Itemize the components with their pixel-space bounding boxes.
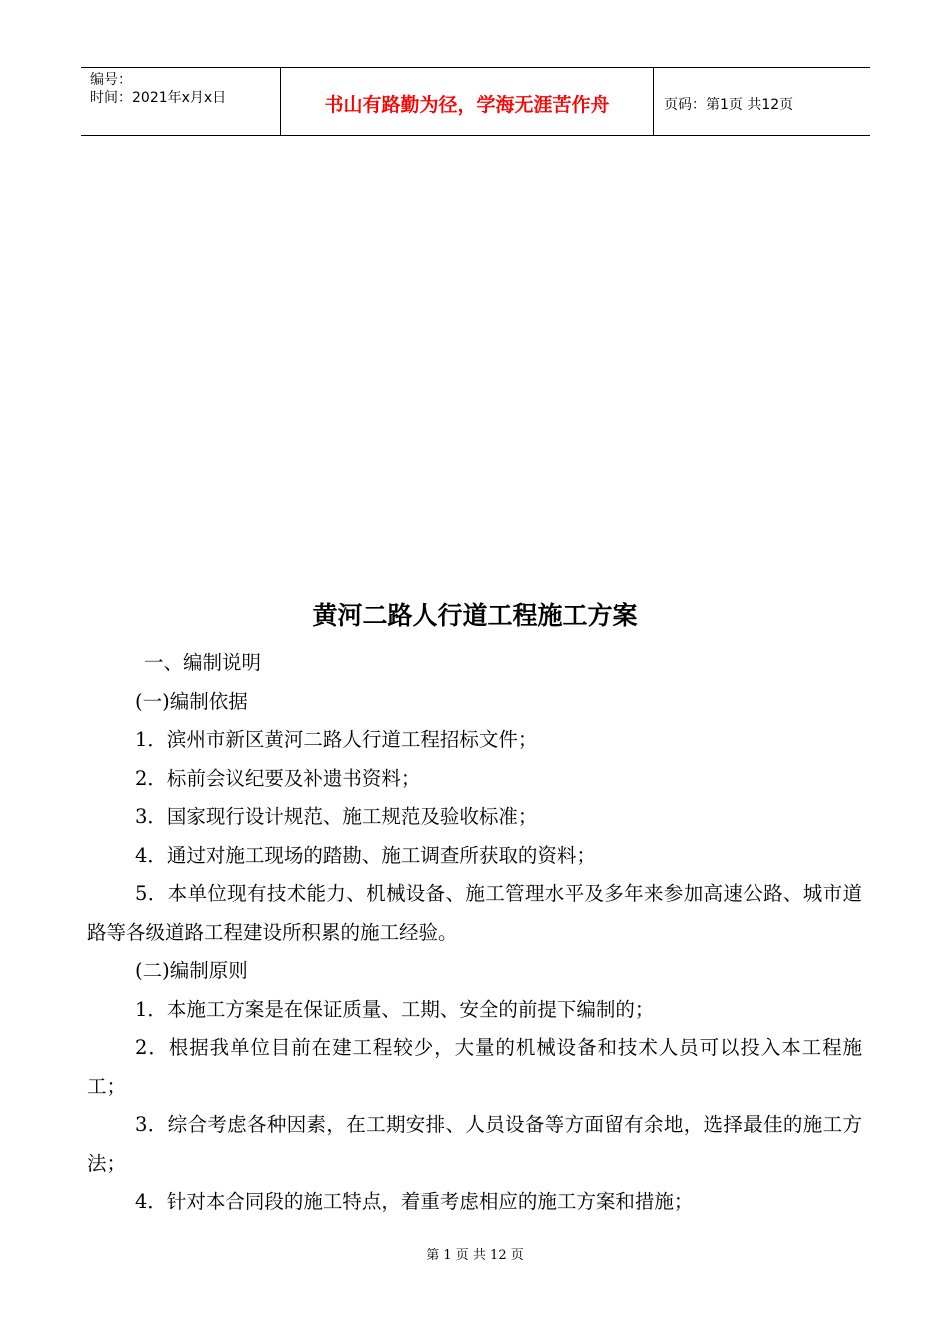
number-label: 编号： bbox=[90, 72, 132, 88]
document-title: 黄河二路人行道工程施工方案 bbox=[312, 601, 638, 630]
paragraph-principle-2: 2．根据我单位目前在建工程较少，大量的机械设备和技术人员可以投入本工程施工； bbox=[87, 1036, 862, 1098]
section-heading-1: 一、编制说明 bbox=[144, 651, 262, 674]
motto-text: 书山有路勤为径，学海无涯苦作舟 bbox=[324, 94, 610, 116]
paragraph-basis-4: 4．通过对施工现场的踏勘、施工调查所获取的资料； bbox=[135, 843, 596, 867]
paragraph-basis-5: 5．本单位现有技术能力、机械设备、施工管理水平及多年来参加高速公路、城市道路等各级道路工程建设所积累的施工经验。 bbox=[87, 882, 862, 944]
paragraph-principle-1: 1．本施工方案是在保证质量、工期、安全的前提下编制的； bbox=[135, 997, 655, 1021]
paragraph-principle-3: 3．综合考虑各种因素，在工期安排、人员设备等方面留有余地，选择最佳的施工方法； bbox=[87, 1113, 862, 1175]
document-body bbox=[87, 644, 862, 1222]
paragraph-basis-3: 3．国家现行设计规范、施工规范及验收标准； bbox=[135, 805, 538, 828]
header-page-cell bbox=[654, 68, 870, 135]
paragraph-basis-2: 2．标前会议纪要及补遗书资料； bbox=[135, 766, 421, 790]
subsection-heading-1: (一)编制依据 bbox=[135, 689, 248, 713]
paragraph-principle-4: 4．针对本合同段的施工特点，着重考虑相应的施工方案和措施； bbox=[135, 1190, 694, 1213]
subsection-heading-2: (二)编制原则 bbox=[135, 959, 248, 982]
header-meta-cell bbox=[81, 68, 281, 135]
header-table bbox=[81, 67, 870, 136]
header-motto-cell bbox=[281, 68, 654, 135]
page-footer: 第 1 页 共 12 页 bbox=[426, 1248, 524, 1263]
paragraph-basis-1: 1．滨州市新区黄河二路人行道工程招标文件； bbox=[135, 728, 538, 751]
page-info: 页码：第1页 共12页 bbox=[664, 96, 794, 113]
time-label: 时间：2021年x月x日 bbox=[90, 90, 227, 106]
